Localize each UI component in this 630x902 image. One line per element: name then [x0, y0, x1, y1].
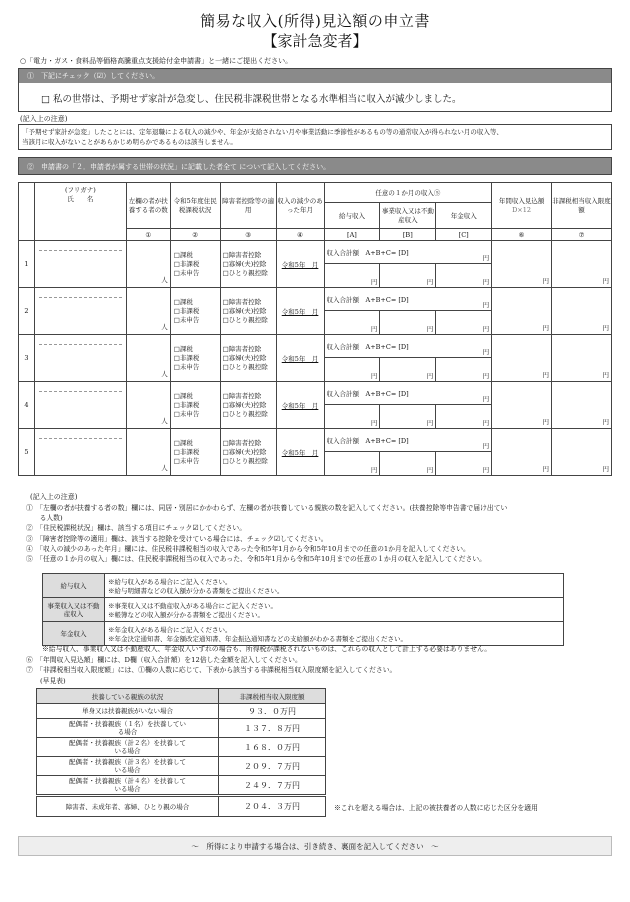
- section1-bar: ① 下記にチェック（☑）してください。: [19, 69, 611, 83]
- business-cell[interactable]: [380, 358, 436, 382]
- person-unit: 人: [161, 464, 168, 472]
- legend-line: ※年金決定通知書、年金額改定通知書、年金振込通知書などの支給額がわかる書類をご提出ください。: [108, 634, 407, 643]
- quick-amount: ２０９．７万円: [219, 757, 326, 776]
- quick-special-status: 障害者、未成年者、寡婦、ひとり親の場合: [37, 797, 219, 817]
- salary-cell[interactable]: [324, 405, 380, 429]
- yen-label: 円: [542, 418, 550, 426]
- col-num-c: [C]: [436, 229, 492, 241]
- deduction-option[interactable]: □ひとり親控除: [222, 315, 268, 324]
- quick-status: 単身又は扶養親族がいない場合: [37, 704, 219, 719]
- header-pension: 年金収入: [436, 203, 492, 229]
- yen-label: 円: [482, 325, 490, 333]
- quick-row: [37, 719, 326, 738]
- yen-label: 円: [542, 277, 550, 285]
- annual-cell[interactable]: [492, 241, 552, 288]
- header-limit: 非課税相当収入限度額: [552, 183, 612, 229]
- deduction-option[interactable]: □ひとり親控除: [222, 456, 268, 465]
- salary-cell[interactable]: [324, 264, 380, 288]
- notes1-line1: 「予期せず家計が急変」したことには、定年退職による収入の減少や、年金が支給されない月や事業活動に季節性があるもの等の通常収入が得られない月の収入等、: [22, 128, 503, 136]
- yen-label: 円: [426, 372, 434, 380]
- note-item: る人数): [26, 514, 63, 523]
- tax-option[interactable]: □未申告: [173, 268, 200, 277]
- pension-cell[interactable]: [436, 264, 492, 288]
- yen-label: 円: [426, 466, 434, 474]
- legend-line: ※帳簿などの収入額が分かる書類をご提出ください。: [108, 610, 264, 619]
- legend-label-pension: 年金収入: [43, 622, 105, 646]
- deduction-cell[interactable]: [220, 382, 276, 429]
- yen-label: 円: [370, 278, 378, 286]
- table-row: [19, 335, 612, 358]
- tax-option[interactable]: □非課税: [173, 400, 200, 409]
- pension-cell[interactable]: [436, 311, 492, 335]
- quick-special-note: ※これを超える場合は、上記の被扶養者の人数に応じた区分を適用: [334, 804, 538, 812]
- yen-label: 円: [602, 324, 609, 332]
- annual-cell[interactable]: [492, 335, 552, 382]
- legend-label-business: 事業収入又は不動産収入: [43, 598, 105, 622]
- income-total-cell[interactable]: [324, 288, 492, 311]
- deduction-option[interactable]: □障害者控除: [222, 344, 262, 353]
- tax-option[interactable]: □課税: [173, 250, 193, 259]
- limit-cell[interactable]: [552, 241, 612, 288]
- section1-box: [18, 68, 612, 112]
- dependents-cell[interactable]: [126, 382, 170, 429]
- total-label: 収入合計額 A+B+C= [D]: [326, 295, 409, 304]
- legend-line: ※事業収入又は不動産収入がある場合にご記入ください。: [108, 601, 277, 610]
- yen-label: 円: [482, 442, 490, 450]
- tax-option[interactable]: □未申告: [173, 409, 200, 418]
- deduction-option[interactable]: □障害者控除: [222, 297, 262, 306]
- person-unit: 人: [161, 323, 168, 331]
- deduction-option[interactable]: □寡婦(夫)控除: [222, 306, 267, 315]
- pension-cell[interactable]: [436, 358, 492, 382]
- legend-line: ※給与収入がある場合にご記入ください。: [108, 577, 232, 586]
- limit-cell[interactable]: [552, 288, 612, 335]
- notes1-box: [18, 124, 612, 150]
- quick-amount: １３７．８万円: [219, 719, 326, 738]
- quick-status: 配偶者・扶養親族（計３名）を扶養している場合: [37, 757, 219, 776]
- quick-reference-table: [36, 688, 326, 795]
- table-row: [19, 241, 612, 264]
- row-number: 2: [19, 288, 35, 335]
- yen-label: 円: [370, 466, 378, 474]
- yen-label: 円: [602, 465, 609, 473]
- quick-amount: ２４９．７万円: [219, 776, 326, 795]
- tax-status-cell[interactable]: [170, 382, 220, 429]
- legend-label-salary: 給与収入: [43, 574, 105, 598]
- yen-label: 円: [542, 324, 550, 332]
- notes2-items: [26, 503, 616, 564]
- annual-cell[interactable]: [492, 382, 552, 429]
- yen-label: 円: [482, 301, 490, 309]
- household-check-statement[interactable]: □ 私の世帯は、予期せず家計が急変し、住民税非課税世帯となる水準相当に収入が減少しました。: [41, 94, 462, 105]
- submission-note: ○「電力・ガス・食料品等価格高騰重点支援給付金申請書」と一緒にご提出ください。: [20, 57, 293, 65]
- note-item-7: ⑦ 「非課税相当収入限度額」には、①欄の人数に応じて、下表から該当する非課税相当収入限度額を記入してください。: [26, 666, 397, 674]
- tax-option[interactable]: □未申告: [173, 456, 200, 465]
- dependents-cell[interactable]: [126, 429, 170, 476]
- business-cell[interactable]: [380, 264, 436, 288]
- quick-row: [37, 738, 326, 757]
- month-text: 令和5年 月: [281, 307, 319, 316]
- month-cell[interactable]: [276, 288, 324, 335]
- tax-option[interactable]: □非課税: [173, 353, 200, 362]
- notes2-extra: [26, 644, 616, 686]
- name-cell[interactable]: [34, 288, 126, 335]
- month-text: 令和5年 月: [281, 260, 319, 269]
- quick-amount: ９３．０万円: [219, 704, 326, 719]
- col-num-b: [B]: [380, 229, 436, 241]
- yen-label: 円: [482, 278, 490, 286]
- legend-line: ※給与明細書などの収入額が分かる書類をご提出ください。: [108, 586, 284, 595]
- income-type-legend: [42, 573, 564, 646]
- deduction-option[interactable]: □寡婦(夫)控除: [222, 400, 267, 409]
- yen-label: 円: [602, 277, 609, 285]
- yen-label: 円: [482, 395, 490, 403]
- col-num-2: ②: [170, 229, 220, 241]
- month-cell[interactable]: [276, 429, 324, 476]
- after-legend-note: ※給与収入、事業収入又は不動産収入、年金収入いずれの場合も、所得税が課税されないものは、これらの収入として計上する必要はありません。: [42, 645, 491, 653]
- total-label: 収入合計額 A+B+C= [D]: [326, 342, 409, 351]
- header-deduction: 障害者控除等の適用: [220, 183, 276, 229]
- tax-option[interactable]: □非課税: [173, 306, 200, 315]
- pension-cell[interactable]: [436, 452, 492, 476]
- salary-cell[interactable]: [324, 311, 380, 335]
- yen-label: 円: [542, 465, 550, 473]
- section2-bar: ② 申請書の「２．申請者が属する世帯の状況」に記載した者全て について記入してください。: [18, 157, 612, 175]
- tax-option[interactable]: □課税: [173, 344, 193, 353]
- household-table: [18, 182, 612, 476]
- quick-status: 配偶者・扶養親族（計４名）を扶養している場合: [37, 776, 219, 795]
- salary-cell[interactable]: [324, 452, 380, 476]
- total-label: 収入合計額 A+B+C= [D]: [326, 248, 409, 257]
- legend-line: ※年金収入がある場合にご記入ください。: [108, 625, 232, 634]
- deduction-option[interactable]: □障害者控除: [222, 250, 262, 259]
- table-row: [19, 382, 612, 405]
- quick-row: [37, 757, 326, 776]
- quick-status: 配偶者・扶養親族（１名）を扶養している場合: [37, 719, 219, 738]
- header-salary: 給与収入: [324, 203, 380, 229]
- annual-cell[interactable]: [492, 429, 552, 476]
- footer-note: ～ 所得により申請する場合は、引き続き、裏面を記入してください ～: [191, 842, 439, 851]
- person-unit: 人: [161, 417, 168, 425]
- dependents-cell[interactable]: [126, 335, 170, 382]
- note-item: ④ 「収入の減少のあった年月」欄には、住民税非課税相当の収入であった令和5年1月から令和5年10月までの任意の1か月を記入してください。: [26, 544, 470, 553]
- page-subtitle: 【家計急変者】: [262, 32, 368, 50]
- yen-label: 円: [426, 278, 434, 286]
- month-cell[interactable]: [276, 335, 324, 382]
- business-cell[interactable]: [380, 452, 436, 476]
- quick-header-amount: 非課税相当収入限度額: [219, 689, 326, 704]
- annual-cell[interactable]: [492, 288, 552, 335]
- notes1-heading: (記入上の注意): [20, 115, 68, 123]
- tax-option[interactable]: □課税: [173, 297, 193, 306]
- col-num-4: ④: [276, 229, 324, 241]
- person-unit: 人: [161, 276, 168, 284]
- name-cell[interactable]: [34, 382, 126, 429]
- deduction-option[interactable]: □寡婦(夫)控除: [222, 353, 267, 362]
- quick-amount: １６８．０万円: [219, 738, 326, 757]
- col-num-7: ⑦: [552, 229, 612, 241]
- dependents-cell[interactable]: [126, 288, 170, 335]
- header-annual-formula: D×12: [512, 206, 532, 214]
- yen-label: 円: [482, 348, 490, 356]
- deduction-cell[interactable]: [220, 335, 276, 382]
- row-number: 5: [19, 429, 35, 476]
- deduction-cell[interactable]: [220, 241, 276, 288]
- yen-label: 円: [370, 372, 378, 380]
- header-kana: (フリガナ): [65, 186, 96, 194]
- income-total-cell[interactable]: [324, 335, 492, 358]
- name-cell[interactable]: [34, 241, 126, 288]
- yen-label: 円: [426, 325, 434, 333]
- yen-label: 円: [482, 254, 490, 262]
- person-unit: 人: [161, 370, 168, 378]
- header-name: 氏 名: [67, 195, 94, 203]
- header-tax-status: 令和5年度住民税課税状況: [170, 183, 220, 229]
- deduction-option[interactable]: □障害者控除: [222, 391, 262, 400]
- deduction-option[interactable]: □ひとり親控除: [222, 362, 268, 371]
- quick-special-table: [36, 796, 326, 817]
- income-total-cell[interactable]: [324, 241, 492, 264]
- limit-cell[interactable]: [552, 335, 612, 382]
- quick-special-amount: ２０４．３万円: [219, 797, 326, 817]
- page-title: 簡易な収入(所得)見込額の申立書: [200, 12, 430, 30]
- quick-row: [37, 704, 326, 719]
- tax-option[interactable]: □非課税: [173, 447, 200, 456]
- month-cell[interactable]: [276, 241, 324, 288]
- table-row: [19, 429, 612, 452]
- col-num-a: [A]: [324, 229, 380, 241]
- dependents-cell[interactable]: [126, 241, 170, 288]
- quick-header-status: 扶養している親族の状況: [37, 689, 219, 704]
- name-cell[interactable]: [34, 429, 126, 476]
- total-label: 収入合計額 A+B+C= [D]: [326, 389, 409, 398]
- row-number: 1: [19, 241, 35, 288]
- note-item: ② 「住民税課税状況」欄は、該当する項目にチェック☑してください。: [26, 524, 246, 533]
- total-label: 収入合計額 A+B+C= [D]: [326, 436, 409, 445]
- note-item: ① 「左欄の者が扶養する者の数」欄には、同居・別居にかかわらず、左欄の者が扶養している親族の数を記入してください。(扶養控除等申告書で届け出てい: [26, 504, 508, 512]
- deduction-cell[interactable]: [220, 288, 276, 335]
- yen-label: 円: [482, 419, 490, 427]
- col-num-3: ③: [220, 229, 276, 241]
- month-text: 令和5年 月: [281, 354, 319, 363]
- note-item: ③ 「障害者控除等の適用」欄は、該当する控除を受けている場合には、チェック☑してください。: [26, 534, 328, 543]
- yen-label: 円: [542, 371, 550, 379]
- pension-cell[interactable]: [436, 405, 492, 429]
- row-number: 3: [19, 335, 35, 382]
- deduction-option[interactable]: □寡婦(夫)控除: [222, 259, 267, 268]
- header-annual: 年間収入見込額: [498, 197, 545, 205]
- yen-label: 円: [482, 372, 490, 380]
- note-item: ⑤ 「任意の１か月の収入」欄には、住民税非課税相当の収入であった、令和5年1月から令和5年10月までの任意の１か月の収入を記入してください。: [26, 555, 486, 564]
- yen-label: 円: [602, 371, 609, 379]
- month-text: 令和5年 月: [281, 401, 319, 410]
- row-number: 4: [19, 382, 35, 429]
- header-dependents: 左欄の者が扶養する者の数: [126, 183, 170, 229]
- income-total-cell[interactable]: [324, 429, 492, 452]
- tax-status-cell[interactable]: [170, 429, 220, 476]
- yen-label: 円: [370, 325, 378, 333]
- month-cell[interactable]: [276, 382, 324, 429]
- yen-label: 円: [482, 466, 490, 474]
- quick-row: [37, 776, 326, 795]
- note-item-6: ⑥ 「年間収入見込額」欄には、D欄（収入合計額）を12倍した金額を記入してください。: [26, 655, 302, 664]
- deduction-option[interactable]: □ひとり親控除: [222, 409, 268, 418]
- header-income: 任意の１か月の収入⑤: [324, 183, 492, 203]
- deduction-option[interactable]: □障害者控除: [222, 438, 262, 447]
- yen-label: 円: [426, 419, 434, 427]
- table-row: [19, 288, 612, 311]
- col-num-1: ①: [126, 229, 170, 241]
- tax-option[interactable]: □課税: [173, 391, 193, 400]
- tax-option[interactable]: □非課税: [173, 259, 200, 268]
- tax-status-cell[interactable]: [170, 335, 220, 382]
- business-cell[interactable]: [380, 405, 436, 429]
- col-num-6: ⑥: [492, 229, 552, 241]
- month-text: 令和5年 月: [281, 448, 319, 457]
- tax-option[interactable]: □未申告: [173, 315, 200, 324]
- deduction-option[interactable]: □寡婦(夫)控除: [222, 447, 267, 456]
- yen-label: 円: [602, 418, 609, 426]
- deduction-option[interactable]: □ひとり親控除: [222, 268, 268, 277]
- tax-status-cell[interactable]: [170, 241, 220, 288]
- quick-heading: (早見表): [40, 676, 66, 685]
- tax-status-cell[interactable]: [170, 288, 220, 335]
- business-cell[interactable]: [380, 311, 436, 335]
- header-business: 事業収入又は不動産収入: [380, 203, 436, 229]
- header-month: 収入の減少のあった年月: [276, 183, 324, 229]
- tax-option[interactable]: □課税: [173, 438, 193, 447]
- quick-status: 配偶者・扶養親族（計２名）を扶養している場合: [37, 738, 219, 757]
- salary-cell[interactable]: [324, 358, 380, 382]
- limit-cell[interactable]: [552, 429, 612, 476]
- notes1-line2: 当該月に収入がないことがあらかじめ明らかであるものは該当しません。: [22, 138, 237, 146]
- name-cell[interactable]: [34, 335, 126, 382]
- deduction-cell[interactable]: [220, 429, 276, 476]
- tax-option[interactable]: □未申告: [173, 362, 200, 371]
- notes2-heading: (記入上の注意): [30, 493, 78, 501]
- limit-cell[interactable]: [552, 382, 612, 429]
- yen-label: 円: [370, 419, 378, 427]
- income-total-cell[interactable]: [324, 382, 492, 405]
